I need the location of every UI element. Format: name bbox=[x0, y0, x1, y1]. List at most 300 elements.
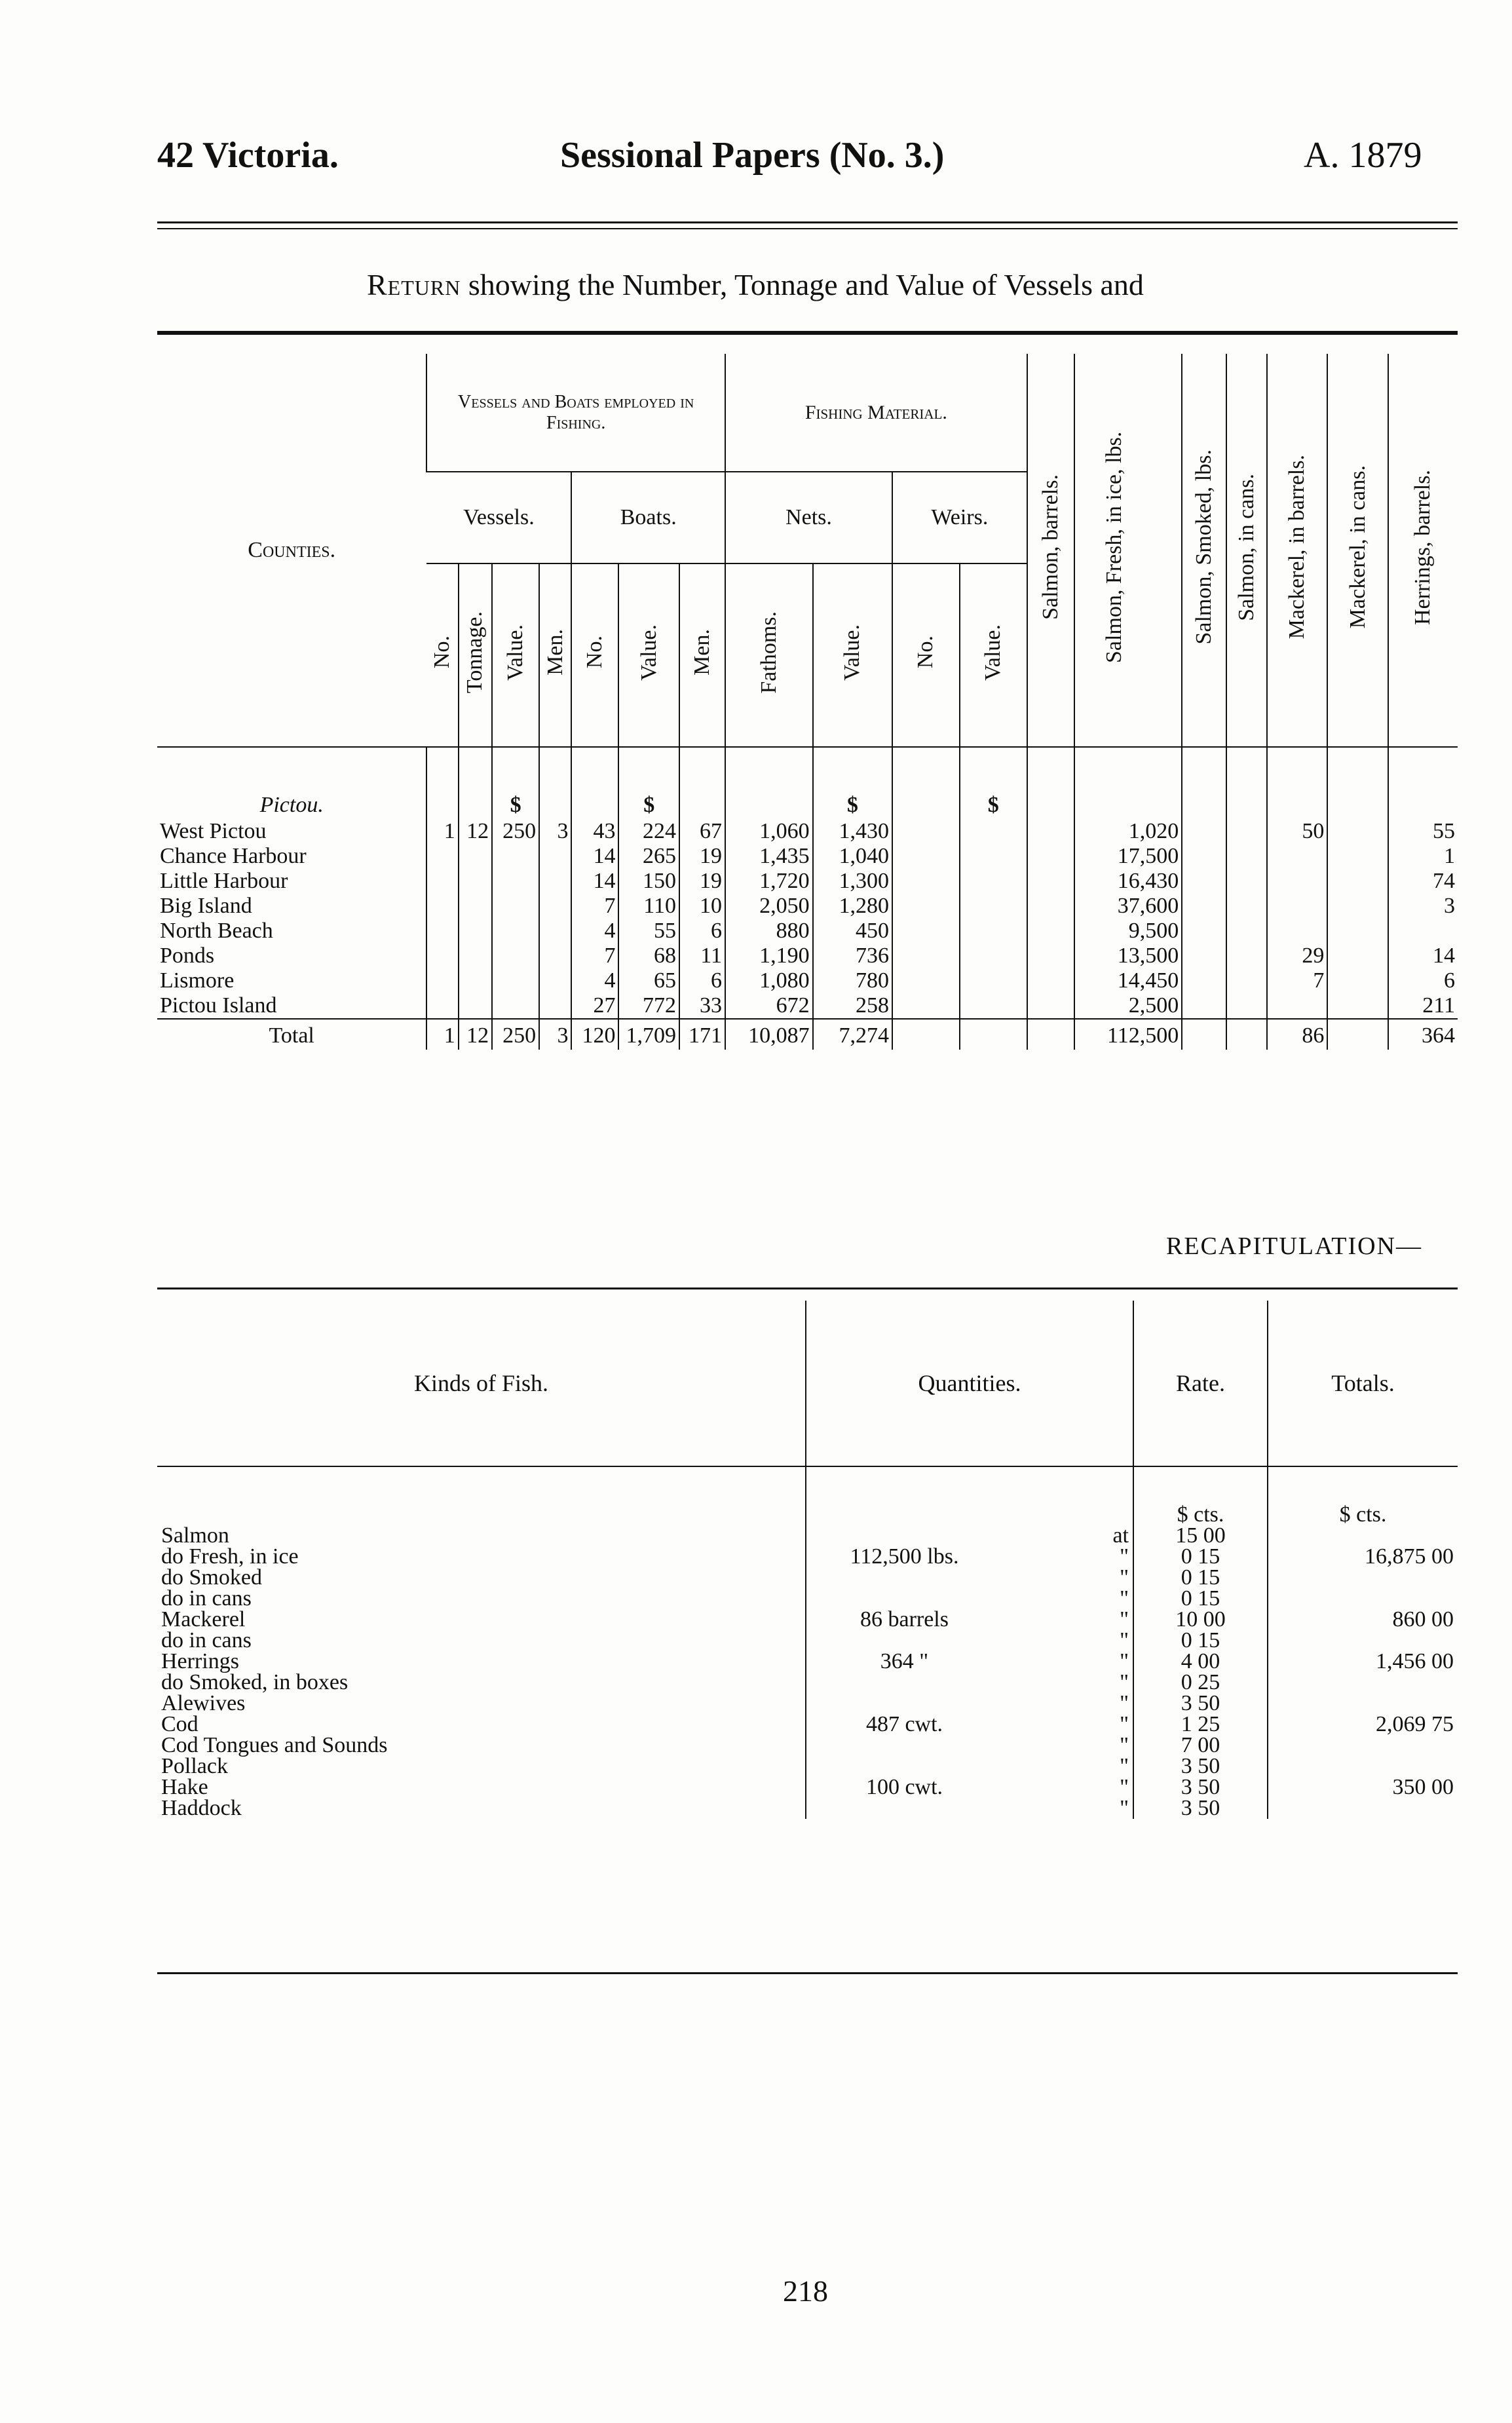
fish-total: 1,456 00 bbox=[1268, 1651, 1458, 1672]
cell-s-can bbox=[1226, 919, 1267, 944]
col-mackerel-barrels: Mackerel, in barrels. bbox=[1267, 354, 1328, 747]
fish-kind: Hake bbox=[161, 1775, 208, 1799]
fish-at: " bbox=[1120, 1565, 1129, 1590]
cell-v-no bbox=[426, 919, 458, 944]
fish-at: " bbox=[1120, 1733, 1129, 1757]
fish-at: " bbox=[1120, 1544, 1129, 1569]
table-row bbox=[157, 869, 1458, 894]
recap-row bbox=[157, 1798, 1458, 1819]
fish-at: " bbox=[1120, 1649, 1129, 1673]
cell-n-fath: 1,720 bbox=[725, 869, 813, 894]
fish-quantity bbox=[806, 1756, 1002, 1777]
fish-total: 2,069 75 bbox=[1268, 1714, 1458, 1735]
cell-m-can bbox=[1327, 894, 1388, 919]
cell-b-men: 19 bbox=[679, 844, 725, 869]
fish-quantity bbox=[806, 1588, 1002, 1609]
fish-kind: do in cans bbox=[161, 1586, 252, 1611]
recap-row bbox=[157, 1651, 1458, 1672]
cell-m-bar bbox=[1267, 844, 1328, 869]
fish-rate: 3 50 bbox=[1133, 1693, 1268, 1714]
cell-w-val bbox=[960, 844, 1027, 869]
row-county-name: North Beach bbox=[160, 919, 273, 943]
return-table bbox=[157, 354, 1458, 1050]
fish-quantity bbox=[806, 1672, 1002, 1693]
total-v-no: 1 bbox=[426, 1019, 458, 1050]
weirs-subheader: Weirs. bbox=[892, 472, 1027, 563]
total-s-bar bbox=[1027, 1019, 1074, 1050]
recap-rule bbox=[157, 1288, 1458, 1289]
fish-kind: Cod Tongues and Sounds bbox=[161, 1733, 388, 1757]
totals-unit: $ cts. bbox=[1268, 1466, 1458, 1525]
boats-subheader: Boats. bbox=[571, 472, 725, 563]
total-label: Total bbox=[157, 1019, 426, 1050]
county-row bbox=[157, 747, 1458, 819]
cell-s-bar bbox=[1027, 919, 1074, 944]
cell-v-val bbox=[492, 894, 539, 919]
cell-v-ton: 12 bbox=[459, 819, 492, 844]
fish-kind: do Smoked bbox=[161, 1565, 262, 1590]
cell-b-val: 65 bbox=[618, 968, 679, 993]
cell-v-val bbox=[492, 944, 539, 968]
col-herrings-barrels: Herrings, barrels. bbox=[1388, 354, 1458, 747]
fish-quantity bbox=[806, 1693, 1002, 1714]
fish-kind: Alewives bbox=[161, 1691, 246, 1715]
cell-b-no: 43 bbox=[571, 819, 618, 844]
cell-s-smok bbox=[1182, 944, 1226, 968]
cell-v-ton bbox=[459, 894, 492, 919]
col-boats-no: No. bbox=[571, 563, 618, 747]
cell-b-val: 772 bbox=[618, 993, 679, 1019]
col-salmon-barrels: Salmon, barrels. bbox=[1027, 354, 1074, 747]
fish-quantity bbox=[806, 1567, 1002, 1588]
vessels-subheader: Vessels. bbox=[426, 472, 571, 563]
fish-rate: 3 50 bbox=[1133, 1756, 1268, 1777]
col-nets-value: Value. bbox=[813, 563, 892, 747]
header-rule-thin bbox=[157, 228, 1458, 229]
cell-n-val: 1,280 bbox=[813, 894, 892, 919]
cell-v-ton bbox=[459, 919, 492, 944]
cell-v-no bbox=[426, 968, 458, 993]
col-salmon-cans: Salmon, in cans. bbox=[1226, 354, 1267, 747]
fish-rate: 0 15 bbox=[1133, 1630, 1268, 1651]
cell-n-fath: 2,050 bbox=[725, 894, 813, 919]
counties-header: Counties. bbox=[157, 354, 426, 747]
row-county-name: Pictou Island bbox=[160, 993, 277, 1018]
recap-table bbox=[157, 1301, 1458, 1819]
cell-b-val: 68 bbox=[618, 944, 679, 968]
total-m-can bbox=[1327, 1019, 1388, 1050]
cell-b-men: 19 bbox=[679, 869, 725, 894]
total-n-val: 7,274 bbox=[813, 1019, 892, 1050]
cell-s-fresh: 17,500 bbox=[1074, 844, 1182, 869]
cell-v-ton bbox=[459, 869, 492, 894]
row-county-name: Chance Harbour bbox=[160, 844, 307, 868]
cell-n-val: 1,430 bbox=[813, 819, 892, 844]
col-weirs-value: Value. bbox=[960, 563, 1027, 747]
cell-w-val bbox=[960, 993, 1027, 1019]
cell-m-can bbox=[1327, 819, 1388, 844]
cell-b-men: 33 bbox=[679, 993, 725, 1019]
cell-n-fath: 1,435 bbox=[725, 844, 813, 869]
cell-b-no: 7 bbox=[571, 894, 618, 919]
cell-n-fath: 1,060 bbox=[725, 819, 813, 844]
fish-quantity bbox=[806, 1630, 1002, 1651]
col-weirs-no: No. bbox=[892, 563, 960, 747]
row-county-name: Big Island bbox=[160, 894, 252, 918]
cell-s-smok bbox=[1182, 894, 1226, 919]
cell-w-val bbox=[960, 968, 1027, 993]
dollar-sign: $ bbox=[618, 747, 679, 819]
cell-n-val: 450 bbox=[813, 919, 892, 944]
total-w-no bbox=[892, 1019, 960, 1050]
cell-b-no: 14 bbox=[571, 844, 618, 869]
total-w-val bbox=[960, 1019, 1027, 1050]
cell-n-val: 780 bbox=[813, 968, 892, 993]
col-mackerel-cans: Mackerel, in cans. bbox=[1327, 354, 1388, 747]
cell-m-bar: 7 bbox=[1267, 968, 1328, 993]
fish-rate: 7 00 bbox=[1133, 1735, 1268, 1756]
header-center: Sessional Papers (No. 3.) bbox=[560, 135, 945, 176]
cell-n-fath: 672 bbox=[725, 993, 813, 1019]
fish-quantity bbox=[806, 1798, 1002, 1819]
cell-s-fresh: 1,020 bbox=[1074, 819, 1182, 844]
cell-b-men: 67 bbox=[679, 819, 725, 844]
cell-b-no: 14 bbox=[571, 869, 618, 894]
cell-v-val bbox=[492, 869, 539, 894]
table-title bbox=[367, 267, 1144, 302]
dollar-sign: $ bbox=[492, 747, 539, 819]
recap-row bbox=[157, 1546, 1458, 1567]
cell-v-val bbox=[492, 993, 539, 1019]
cell-v-men: 3 bbox=[539, 819, 571, 844]
cell-s-bar bbox=[1027, 968, 1074, 993]
recap-col-rate: Rate. bbox=[1133, 1301, 1268, 1466]
recap-col-kinds: Kinds of Fish. bbox=[157, 1301, 806, 1466]
cell-s-bar bbox=[1027, 894, 1074, 919]
table-row bbox=[157, 844, 1458, 869]
table-row bbox=[157, 944, 1458, 968]
cell-m-bar: 50 bbox=[1267, 819, 1328, 844]
cell-s-can bbox=[1226, 869, 1267, 894]
rate-unit: $ cts. bbox=[1133, 1466, 1268, 1525]
cell-v-no bbox=[426, 844, 458, 869]
table-row bbox=[157, 819, 1458, 844]
cell-b-val: 265 bbox=[618, 844, 679, 869]
cell-w-no bbox=[892, 869, 960, 894]
cell-v-no bbox=[426, 944, 458, 968]
cell-v-no bbox=[426, 993, 458, 1019]
cell-b-val: 55 bbox=[618, 919, 679, 944]
cell-s-bar bbox=[1027, 993, 1074, 1019]
fish-at: " bbox=[1120, 1607, 1129, 1631]
table-row bbox=[157, 968, 1458, 993]
cell-v-val bbox=[492, 968, 539, 993]
recap-bottom-rule bbox=[157, 1972, 1458, 1974]
fish-kind: Herrings bbox=[161, 1649, 239, 1673]
col-vessels-men: Men. bbox=[539, 563, 571, 747]
fish-quantity: 86 barrels bbox=[806, 1609, 1002, 1630]
recap-col-quantities: Quantities. bbox=[806, 1301, 1133, 1466]
cell-s-bar bbox=[1027, 844, 1074, 869]
recap-row bbox=[157, 1672, 1458, 1693]
fish-total bbox=[1268, 1735, 1458, 1756]
fish-at: " bbox=[1120, 1586, 1129, 1611]
total-row bbox=[157, 1019, 1458, 1050]
cell-b-val: 110 bbox=[618, 894, 679, 919]
recap-row bbox=[157, 1777, 1458, 1798]
fish-total bbox=[1268, 1588, 1458, 1609]
total-v-val: 250 bbox=[492, 1019, 539, 1050]
cell-w-no bbox=[892, 819, 960, 844]
total-h-bar: 364 bbox=[1388, 1019, 1458, 1050]
col-salmon-smoked: Salmon, Smoked, lbs. bbox=[1182, 354, 1226, 747]
fish-total bbox=[1268, 1567, 1458, 1588]
cell-m-can bbox=[1327, 968, 1388, 993]
cell-s-smok bbox=[1182, 869, 1226, 894]
recap-row bbox=[157, 1525, 1458, 1546]
fish-rate: 0 15 bbox=[1133, 1567, 1268, 1588]
fish-at: " bbox=[1120, 1796, 1129, 1820]
total-b-men: 171 bbox=[679, 1019, 725, 1050]
cell-w-val bbox=[960, 944, 1027, 968]
row-county-name: West Pictou bbox=[160, 819, 267, 843]
fish-rate: 3 50 bbox=[1133, 1777, 1268, 1798]
cell-v-ton bbox=[459, 944, 492, 968]
cell-m-can bbox=[1327, 919, 1388, 944]
cell-m-bar bbox=[1267, 869, 1328, 894]
cell-n-val: 258 bbox=[813, 993, 892, 1019]
cell-s-fresh: 2,500 bbox=[1074, 993, 1182, 1019]
col-boats-men: Men. bbox=[679, 563, 725, 747]
fish-quantity: 364 " bbox=[806, 1651, 1002, 1672]
cell-h-bar: 55 bbox=[1388, 819, 1458, 844]
cell-m-can bbox=[1327, 944, 1388, 968]
fish-total bbox=[1268, 1630, 1458, 1651]
fish-rate: 0 15 bbox=[1133, 1546, 1268, 1567]
cell-b-no: 27 bbox=[571, 993, 618, 1019]
cell-v-ton bbox=[459, 844, 492, 869]
fish-rate: 3 50 bbox=[1133, 1798, 1268, 1819]
cell-m-bar: 29 bbox=[1267, 944, 1328, 968]
total-n-fath: 10,087 bbox=[725, 1019, 813, 1050]
cell-b-val: 224 bbox=[618, 819, 679, 844]
fish-total bbox=[1268, 1693, 1458, 1714]
cell-n-fath: 880 bbox=[725, 919, 813, 944]
cell-v-no bbox=[426, 894, 458, 919]
cell-w-no bbox=[892, 844, 960, 869]
col-vessels-no: No. bbox=[426, 563, 458, 747]
cell-w-no bbox=[892, 944, 960, 968]
cell-s-bar bbox=[1027, 869, 1074, 894]
cell-v-no: 1 bbox=[426, 819, 458, 844]
cell-v-men bbox=[539, 869, 571, 894]
cell-m-can bbox=[1327, 869, 1388, 894]
row-county-name: Ponds bbox=[160, 944, 215, 968]
cell-v-men bbox=[539, 993, 571, 1019]
cell-m-bar bbox=[1267, 993, 1328, 1019]
cell-w-val bbox=[960, 894, 1027, 919]
fish-total bbox=[1268, 1672, 1458, 1693]
cell-v-val bbox=[492, 919, 539, 944]
cell-s-can bbox=[1226, 819, 1267, 844]
cell-b-no: 4 bbox=[571, 919, 618, 944]
table-row bbox=[157, 919, 1458, 944]
header-rule bbox=[157, 221, 1458, 223]
fish-total: 16,875 00 bbox=[1268, 1546, 1458, 1567]
title-text: showing the Number, Tonnage and Value of Vessels and bbox=[468, 268, 1144, 301]
cell-s-can bbox=[1226, 844, 1267, 869]
recap-row bbox=[157, 1567, 1458, 1588]
cell-h-bar: 6 bbox=[1388, 968, 1458, 993]
fish-quantity: 487 cwt. bbox=[806, 1714, 1002, 1735]
page-number: 218 bbox=[783, 2274, 828, 2308]
fish-kind: do Fresh, in ice bbox=[161, 1544, 299, 1569]
fish-at: " bbox=[1120, 1754, 1129, 1778]
recap-row bbox=[157, 1714, 1458, 1735]
total-s-smok bbox=[1182, 1019, 1226, 1050]
cell-v-no bbox=[426, 869, 458, 894]
cell-v-men bbox=[539, 944, 571, 968]
cell-v-val: 250 bbox=[492, 819, 539, 844]
county-name: Pictou. bbox=[259, 793, 324, 817]
total-v-ton: 12 bbox=[459, 1019, 492, 1050]
col-salmon-fresh: Salmon, Fresh, in ice, lbs. bbox=[1074, 354, 1182, 747]
cell-s-fresh: 14,450 bbox=[1074, 968, 1182, 993]
total-s-fresh: 112,500 bbox=[1074, 1019, 1182, 1050]
cell-h-bar: 1 bbox=[1388, 844, 1458, 869]
fish-rate: 0 15 bbox=[1133, 1588, 1268, 1609]
cell-n-val: 736 bbox=[813, 944, 892, 968]
fish-at: " bbox=[1120, 1670, 1129, 1694]
cell-w-no bbox=[892, 993, 960, 1019]
cell-s-smok bbox=[1182, 919, 1226, 944]
cell-h-bar: 3 bbox=[1388, 894, 1458, 919]
cell-s-smok bbox=[1182, 968, 1226, 993]
total-b-val: 1,709 bbox=[618, 1019, 679, 1050]
recap-row bbox=[157, 1630, 1458, 1651]
fish-kind: Haddock bbox=[161, 1796, 242, 1820]
cell-s-fresh: 9,500 bbox=[1074, 919, 1182, 944]
fish-rate: 10 00 bbox=[1133, 1609, 1268, 1630]
cell-m-bar bbox=[1267, 894, 1328, 919]
fish-at: at bbox=[1112, 1523, 1129, 1548]
fish-total: 350 00 bbox=[1268, 1777, 1458, 1798]
row-county-name: Lismore bbox=[160, 968, 235, 993]
fish-kind: do Smoked, in boxes bbox=[161, 1670, 349, 1694]
fish-at: " bbox=[1120, 1691, 1129, 1715]
fish-kind: Cod bbox=[161, 1712, 198, 1736]
fish-at: " bbox=[1120, 1712, 1129, 1736]
col-boats-value: Value. bbox=[618, 563, 679, 747]
cell-b-men: 6 bbox=[679, 919, 725, 944]
cell-s-fresh: 16,430 bbox=[1074, 869, 1182, 894]
fish-quantity: 112,500 lbs. bbox=[806, 1546, 1002, 1567]
cell-v-ton bbox=[459, 968, 492, 993]
fish-rate: 1 25 bbox=[1133, 1714, 1268, 1735]
fish-rate: 15 00 bbox=[1133, 1525, 1268, 1546]
cell-b-val: 150 bbox=[618, 869, 679, 894]
fish-kind: Salmon bbox=[161, 1523, 229, 1548]
cell-s-fresh: 37,600 bbox=[1074, 894, 1182, 919]
cell-b-men: 10 bbox=[679, 894, 725, 919]
cell-v-men bbox=[539, 844, 571, 869]
cell-v-val bbox=[492, 844, 539, 869]
cell-b-no: 4 bbox=[571, 968, 618, 993]
total-m-bar: 86 bbox=[1267, 1019, 1328, 1050]
fish-quantity: 100 cwt. bbox=[806, 1777, 1002, 1798]
cell-v-men bbox=[539, 919, 571, 944]
title-rule bbox=[157, 331, 1458, 335]
recap-row bbox=[157, 1588, 1458, 1609]
cell-v-men bbox=[539, 894, 571, 919]
total-b-no: 120 bbox=[571, 1019, 618, 1050]
fish-total bbox=[1268, 1756, 1458, 1777]
cell-w-val bbox=[960, 869, 1027, 894]
cell-n-fath: 1,190 bbox=[725, 944, 813, 968]
cell-w-no bbox=[892, 894, 960, 919]
cell-s-can bbox=[1226, 894, 1267, 919]
cell-n-val: 1,300 bbox=[813, 869, 892, 894]
recap-row bbox=[157, 1609, 1458, 1630]
header-left: 42 Victoria. bbox=[157, 135, 339, 176]
cell-m-can bbox=[1327, 993, 1388, 1019]
title-lead: Return bbox=[367, 268, 461, 301]
total-s-can bbox=[1226, 1019, 1267, 1050]
cell-w-val bbox=[960, 819, 1027, 844]
cell-b-no: 7 bbox=[571, 944, 618, 968]
recap-col-totals: Totals. bbox=[1268, 1301, 1458, 1466]
vessels-boats-header: Vessels and Boats employed in Fishing. bbox=[426, 354, 725, 472]
cell-n-fath: 1,080 bbox=[725, 968, 813, 993]
cell-h-bar: 211 bbox=[1388, 993, 1458, 1019]
fish-rate: 4 00 bbox=[1133, 1651, 1268, 1672]
recap-row bbox=[157, 1693, 1458, 1714]
fish-quantity bbox=[806, 1735, 1002, 1756]
cell-v-men bbox=[539, 968, 571, 993]
fish-rate: 0 25 bbox=[1133, 1672, 1268, 1693]
cell-m-can bbox=[1327, 844, 1388, 869]
fish-kind: Mackerel bbox=[161, 1607, 246, 1631]
col-vessels-value: Value. bbox=[492, 563, 539, 747]
cell-w-val bbox=[960, 919, 1027, 944]
fish-at: " bbox=[1120, 1775, 1129, 1799]
fish-at: " bbox=[1120, 1628, 1129, 1652]
nets-subheader: Nets. bbox=[725, 472, 892, 563]
table-row bbox=[157, 894, 1458, 919]
fish-quantity bbox=[806, 1525, 1002, 1546]
cell-w-no bbox=[892, 919, 960, 944]
fish-total bbox=[1268, 1525, 1458, 1546]
cell-s-smok bbox=[1182, 819, 1226, 844]
cell-b-men: 11 bbox=[679, 944, 725, 968]
cell-b-men: 6 bbox=[679, 968, 725, 993]
recap-row bbox=[157, 1756, 1458, 1777]
recap-row bbox=[157, 1735, 1458, 1756]
cell-h-bar: 74 bbox=[1388, 869, 1458, 894]
cell-s-bar bbox=[1027, 944, 1074, 968]
cell-s-smok bbox=[1182, 844, 1226, 869]
cell-s-can bbox=[1226, 968, 1267, 993]
cell-s-can bbox=[1226, 993, 1267, 1019]
cell-s-bar bbox=[1027, 819, 1074, 844]
cell-v-ton bbox=[459, 993, 492, 1019]
total-v-men: 3 bbox=[539, 1019, 571, 1050]
cell-h-bar bbox=[1388, 919, 1458, 944]
col-vessels-tonnage: Tonnage. bbox=[459, 563, 492, 747]
header-right: A. 1879 bbox=[1304, 135, 1422, 176]
fish-total bbox=[1268, 1798, 1458, 1819]
recap-title: RECAPITULATION— bbox=[1166, 1232, 1422, 1260]
